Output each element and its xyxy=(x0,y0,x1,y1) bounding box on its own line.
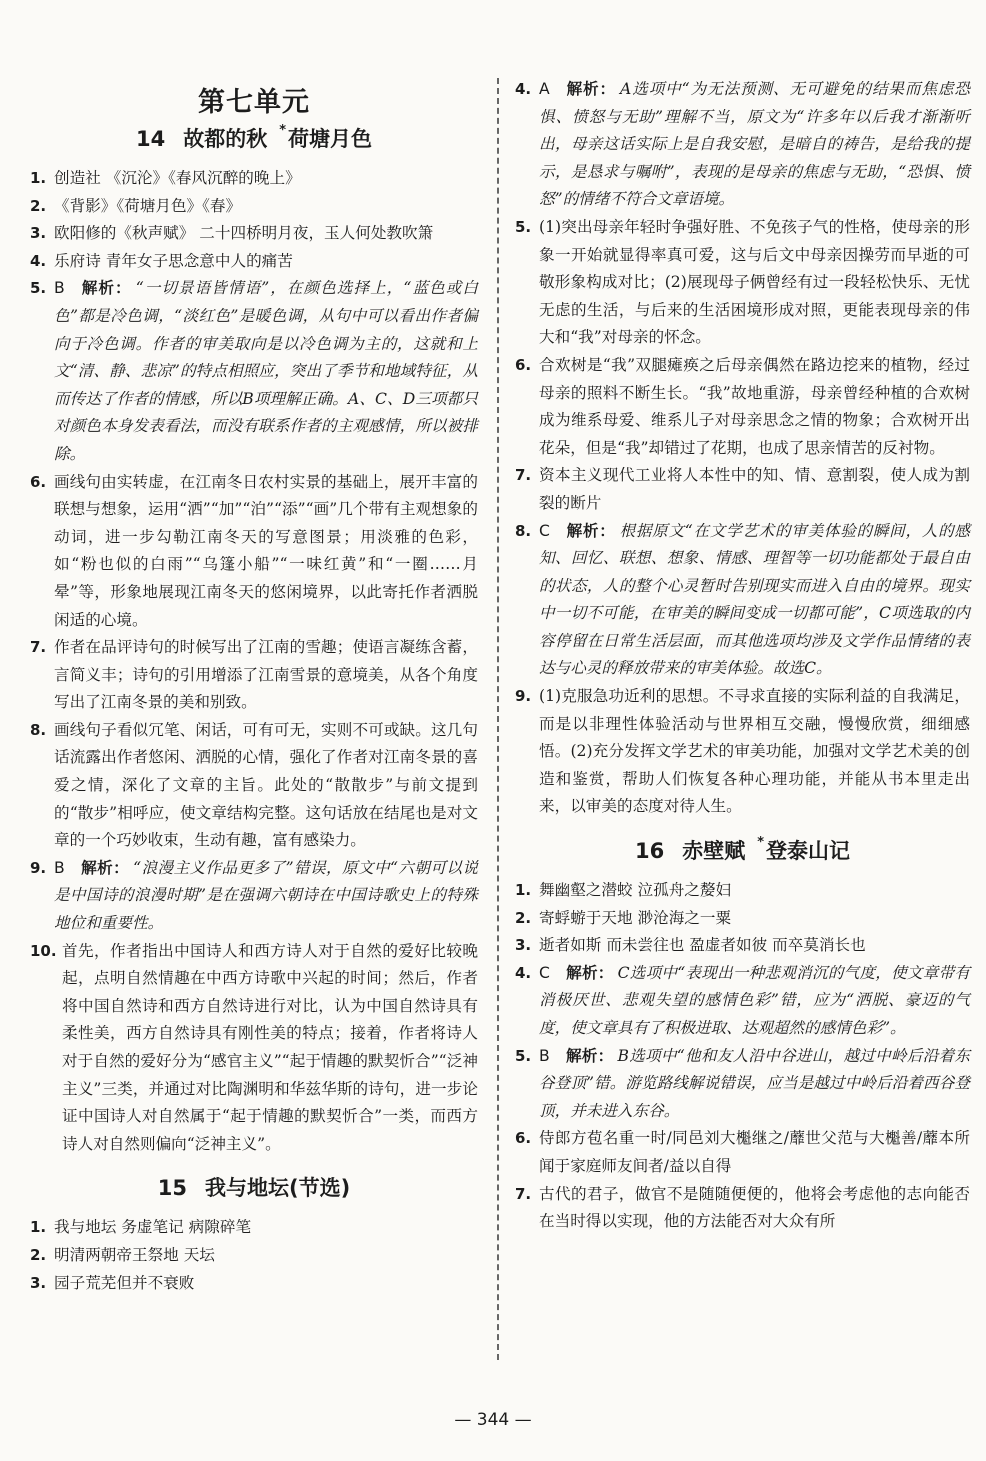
answer-choice: C xyxy=(539,521,550,540)
answer-item xyxy=(515,214,970,352)
item-number: 5. xyxy=(515,1046,532,1065)
item-text: 作者在品评诗句的时候写出了江南的雪趣；使语言凝练含蓄，言简义丰；诗句的引用增添了江南雪景的意境美，从各个角度写出了江南冬景的美和别致。 xyxy=(54,638,478,712)
item-number: 6. xyxy=(30,472,47,491)
item-number: 10. xyxy=(30,941,57,960)
answer-item xyxy=(515,76,970,214)
item-text: 侍郎方苞名重一时/同邑刘大櫆继之/蘼世父范与大櫆善/蘼本所闻于家庭师友间者/益以自得 xyxy=(539,1129,970,1175)
section-number: 15 xyxy=(157,1176,188,1201)
item-number: 7. xyxy=(30,638,47,657)
section-title-text: 荷塘月色 xyxy=(288,127,373,151)
item-number: 2. xyxy=(30,1245,47,1264)
item-number: 3. xyxy=(30,224,47,243)
item-text: 古代的君子，做官不是随随便便的，他将会考虑他的志向能否在当时得以实现，他的方法能否对大众有所 xyxy=(539,1184,970,1231)
answer-item xyxy=(30,634,478,717)
item-number: 9. xyxy=(515,687,532,706)
item-text: 资本主义现代工业将人本性中的知、情、意割裂，使人成为割裂的断片 xyxy=(539,466,970,512)
item-number: 5. xyxy=(515,217,532,236)
analysis-label: 解析： xyxy=(565,521,616,540)
answer-item xyxy=(515,1181,970,1236)
answer-item xyxy=(30,1270,478,1298)
item-number: 6. xyxy=(515,1129,532,1148)
item-number: 8. xyxy=(515,521,532,540)
item-text: 创造社 《沉沦》《春风沉醉的晚上》 xyxy=(54,169,301,187)
item-number: 4. xyxy=(30,251,47,270)
answer-choice: C xyxy=(539,963,550,982)
item-text: B选项中“他和友人沿中谷进山，越过中岭后沿着东谷登顶”错。游览路线解说错误，应当是越过中岭后沿着西谷登顶，并未进入东谷。 xyxy=(539,1046,970,1120)
item-number: 8. xyxy=(30,720,47,739)
item-text: 根据原文“在文学艺术的审美体验的瞬间，人的感知、回忆、联想、想象、情感、理智等一切功能都处于最自由的状态，人的整个心灵暂时告别现实而进入自由的境界。现实中一切不可能，在审美的瞬间变成一切都可能”，C项选取的内容停留在日常生活层面，而其他选项均涉及文学作品情绪的表达与心灵的释放带来的审美体验。故选C。 xyxy=(539,521,970,678)
item-text: 《背影》《荷塘月色》《春》 xyxy=(54,196,242,215)
answer-choice: A xyxy=(539,80,550,98)
section-title-text: 赤壁赋 xyxy=(682,839,746,864)
item-number: 5. xyxy=(30,279,47,298)
item-text: 明清两朝帝王祭地 天坛 xyxy=(54,1245,215,1264)
section-number: 16 xyxy=(634,839,665,864)
section-15-title xyxy=(30,1172,478,1202)
item-text: 舞幽壑之潜蛟 泣孤舟之嫠妇 xyxy=(539,881,732,900)
item-number: 9. xyxy=(30,858,47,877)
analysis-label: 解析： xyxy=(565,963,614,982)
item-text: “一切景语皆情语”，在颜色选择上，“蓝色或白色”都是冷色调，“淡红色”是暖色调，从句中可以看出作者偏向于冷色调。作者的审美取向是以冷色调为主的，这就和上文“清、静、悲凉”的特点相照应，突出了季节和地域特征，从而传达了作者的情感，所以B项理解正确。A、C、D三项都只对颜色本身发表看法，而没有联系作者的主观感情，所以被排除。 xyxy=(54,279,478,463)
item-text: 首先，作者指出中国诗人和西方诗人对于自然的爱好比较晚起，点明自然情趣在中西方诗歌中兴起的时间；然后，作者将中国自然诗和西方自然诗进行对比，认为中国自然诗具有柔性美，西方自然诗具有刚性美的特点；接着，作者将诗人对于自然的爱好分为“感官主义”“起于情趣的默契忻合”“泛神主义”三类，并通过对比陶渊明和华兹华斯的诗句，进一步论证中国诗人对自然属于“起于情趣的默契忻合”一类，而西方诗人对自然则偏向“泛神主义”。 xyxy=(62,941,478,1153)
item-text: 我与地坛 务虚笔记 病隙碎笔 xyxy=(54,1218,252,1237)
optional-star: * xyxy=(757,835,765,851)
item-text: (1)突出母亲年轻时争强好胜、不免孩子气的性格，使母亲的形象一开始就显得率真可爱，这与后文中母亲因操劳而早逝的可敬形象构成对比；(2)展现母子俩曾经有过一段轻松快乐、无忧无虑的生活，与后来的生活困境形成对照，更能表现母亲的伟大和“我”对母亲的怀念。 xyxy=(539,217,970,347)
answer-item xyxy=(30,469,478,635)
answer-item xyxy=(515,1043,970,1126)
answer-item xyxy=(515,518,970,684)
answer-item xyxy=(30,938,478,1159)
unit-title: 第七单元 xyxy=(198,87,310,118)
item-text: 逝者如斯 而未尝往也 盈虚者如彼 而卒莫消长也 xyxy=(539,936,866,955)
column-divider xyxy=(497,78,499,1360)
left-column xyxy=(30,72,478,1297)
answer-choice: B xyxy=(539,1046,550,1065)
item-number: 7. xyxy=(515,466,532,485)
item-text: 画线句由实转虚，在江南冬日农村实景的基础上，展开丰富的联想与想象，运用“洒”“加”“泊”“添”“画”几个带有主观想象的动词，进一步勾勒江南冬天的写意图景；用淡雅的色彩，如“粉也似的白雨”“乌篷小船”“一味红黄”和“一圈……月晕”等，形象地展现江南冬天的悠闲境界，以此寄托作者洒脱闲适的心境。 xyxy=(54,472,478,629)
item-number: 1. xyxy=(30,1218,47,1237)
item-number: 3. xyxy=(30,1273,47,1292)
answer-item xyxy=(30,275,478,468)
item-text: 乐府诗 青年女子思念意中人的痛苦 xyxy=(54,251,293,270)
answer-choice: B xyxy=(54,279,65,298)
answer-choice: B xyxy=(54,858,65,877)
answer-item xyxy=(515,352,970,462)
item-number: 4. xyxy=(515,963,532,982)
item-number: 4. xyxy=(515,80,532,98)
answer-item xyxy=(30,193,478,221)
item-text: “浪漫主义作品更多了”错误，原文中“六朝可以说是中国诗的浪漫时期”是在强调六朝诗在中国诗歌史上的特殊地位和重要性。 xyxy=(54,858,478,933)
analysis-label: 解析： xyxy=(80,858,130,877)
item-number: 6. xyxy=(515,355,532,374)
item-text: 欧阳修的《秋声赋》 二十四桥明月夜，玉人何处教吹箫 xyxy=(54,224,434,243)
item-text: 合欢树是“我”双腿瘫痪之后母亲偶然在路边挖来的植物，经过母亲的照料不断生长。“我”故地重游，母亲曾经种植的合欢树成为维系母爱、维系儿子对母亲思念之情的物象；合欢树开出花朵，但是“我”却错过了花期，也成了思亲情苦的反衬物。 xyxy=(539,355,970,457)
answer-item xyxy=(30,1242,478,1270)
item-number: 3. xyxy=(515,936,532,955)
item-number: 1. xyxy=(30,169,47,187)
answer-item xyxy=(515,877,970,905)
analysis-label: 解析： xyxy=(565,80,617,98)
section-title-text: 故都的秋 xyxy=(183,127,268,151)
answer-item xyxy=(515,462,970,517)
item-number: 7. xyxy=(515,1184,532,1203)
item-text: C选项中“表现出一种悲观消沉的气度，使文章带有消极厌世、悲观失望的感情色彩”错，应为“洒脱、豪迈的气度，使文章具有了积极进取、达观超然的感情色彩”。 xyxy=(539,963,970,1037)
answer-item xyxy=(30,717,478,855)
section-title-text: 我与地坛(节选) xyxy=(205,1176,351,1201)
item-number: 2. xyxy=(515,908,532,927)
answer-item xyxy=(30,855,478,938)
item-text: (1)克服急功近利的思想。不寻求直接的实际利益的自我满足，而是以非理性体验活动与世界相互交融，慢慢欣赏，细细感悟。(2)充分发挥文学艺术的审美功能，加强对文学艺术美的创造和鉴赏，帮助人们恢复各种心理功能，并能从书本里走出来，以审美的态度对待人生。 xyxy=(539,687,970,816)
item-number: 1. xyxy=(515,881,532,900)
item-number: 2. xyxy=(30,196,47,215)
item-text: 寄蜉蝣于天地 渺沧海之一粟 xyxy=(539,908,732,927)
analysis-label: 解析： xyxy=(565,1046,614,1065)
answer-item xyxy=(30,248,478,276)
answer-item xyxy=(515,1125,970,1180)
item-text: 画线句子看似冗笔、闲话，可有可无，实则不可或缺。这几句话流露出作者悠闲、洒脱的心情，强化了作者对江南冬景的喜爱之情，深化了文章的主旨。此处的“散散步”与前文提到的“散步”相呼应，使文章结构完整。这句话放在结尾也是对文章的一个巧妙收束，生动有趣，富有感染力。 xyxy=(54,720,478,850)
answer-item xyxy=(515,960,970,1043)
section-title-text: 登泰山记 xyxy=(766,839,851,864)
page-number: — 344 — xyxy=(454,1410,532,1430)
optional-star: * xyxy=(279,123,287,138)
answer-item xyxy=(30,165,478,193)
section-16-title xyxy=(515,835,970,865)
right-column xyxy=(515,76,970,1236)
section-number: 14 xyxy=(135,127,166,151)
item-text: 园子荒芜但并不衰败 xyxy=(54,1273,195,1292)
section-14-title xyxy=(30,123,478,153)
answer-item xyxy=(515,905,970,933)
analysis-label: 解析： xyxy=(80,279,132,298)
answer-item xyxy=(515,932,970,960)
answer-item xyxy=(515,683,970,821)
answer-item xyxy=(30,1214,478,1242)
item-text: A选项中“为无法预测、无可避免的结果而焦虑恐惧、愤怒与无助”理解不当，原文为“许多年以后我才渐渐听出，母亲这话实际上是自我安慰，是暗自的祷告，是给我的提示，是恳求与嘱咐”，表现的是母亲的焦虑与无助，“恐惧、愤怒”的情绪不符合文章语境。 xyxy=(539,80,970,209)
answer-item xyxy=(30,220,478,248)
